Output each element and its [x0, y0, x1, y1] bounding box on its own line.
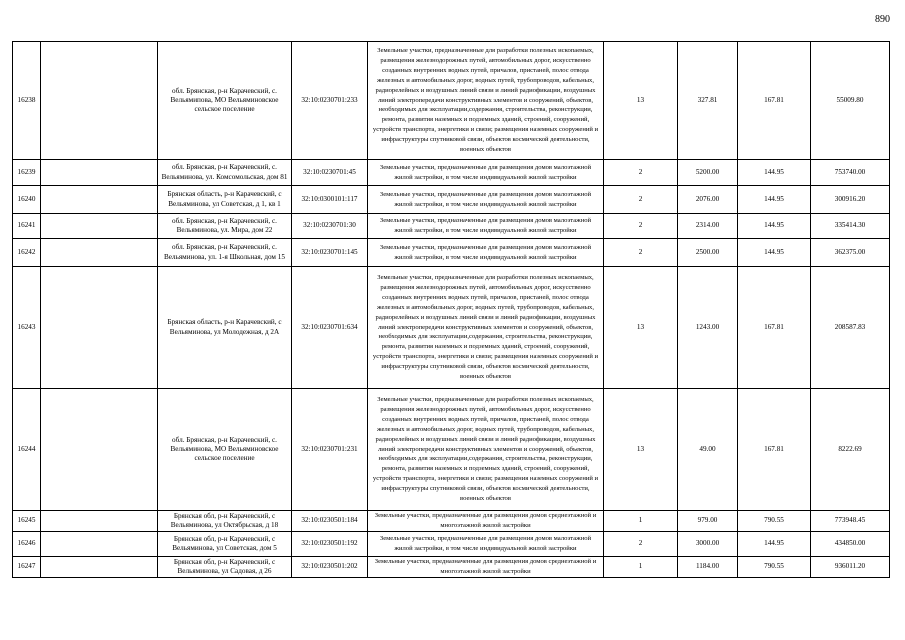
- row-number-cell: 16240: [13, 186, 41, 214]
- land-use-cell: Земельные участки, предназначенные для размещения домов малоэтажной жилой застройки, в том числе индивидуальной жилой застройки: [368, 531, 604, 556]
- group-number-cell: 2: [604, 239, 678, 267]
- group-number-cell: 2: [604, 186, 678, 214]
- specific-value-cell: 144.95: [738, 214, 811, 239]
- blank-cell: [41, 186, 158, 214]
- row-number-cell: 16238: [13, 42, 41, 160]
- cadastral-number-cell: 32:10:0230701:231: [292, 389, 368, 511]
- table-row: [13, 531, 890, 556]
- cadastral-value-table: [12, 41, 890, 578]
- blank-cell: [41, 42, 158, 160]
- specific-value-cell: 144.95: [738, 160, 811, 186]
- cadastral-value-cell: 434850.00: [811, 531, 890, 556]
- cadastral-number-cell: 32:10:0230701:45: [292, 160, 368, 186]
- address-cell: Брянская обл, р-н Карачевский, с Вельяминова, ул Советская, дом 5: [158, 531, 292, 556]
- area-cell: 3000.00: [678, 531, 738, 556]
- blank-cell: [41, 267, 158, 389]
- area-cell: 1243.00: [678, 267, 738, 389]
- group-number-cell: 13: [604, 267, 678, 389]
- table-row: [13, 214, 890, 239]
- address-cell: Брянская обл, р-н Карачевский, с Вельяминова, ул Октябрьская, д 18: [158, 511, 292, 532]
- row-number-cell: 16244: [13, 389, 41, 511]
- land-use-cell: Земельные участки, предназначенные для размещения домов малоэтажной жилой застройки, в том числе индивидуальной жилой застройки: [368, 186, 604, 214]
- cadastral-number-cell: 32:10:0230701:30: [292, 214, 368, 239]
- cadastral-number-cell: 32:10:0230501:192: [292, 531, 368, 556]
- land-use-cell: Земельные участки, предназначенные для размещения домов среднеэтажной и многоэтажной жилой застройки: [368, 511, 604, 532]
- row-number-cell: 16242: [13, 239, 41, 267]
- cadastral-value-cell: 300916.20: [811, 186, 890, 214]
- address-cell: обл. Брянская, р-н Карачевский, с. Вельяминова, ул. Комсомольская, дом 81: [158, 160, 292, 186]
- address-cell: Брянская область, р-н Карачевский, с Вельяминова, ул Советская, д 1, кв 1: [158, 186, 292, 214]
- specific-value-cell: 167.81: [738, 42, 811, 160]
- cadastral-value-cell: 335414.30: [811, 214, 890, 239]
- specific-value-cell: 144.95: [738, 239, 811, 267]
- blank-cell: [41, 531, 158, 556]
- row-number-cell: 16246: [13, 531, 41, 556]
- address-cell: обл. Брянская, р-н Карачевский, с. Вельяминова, МО Вельяминовское сельское поселение: [158, 389, 292, 511]
- area-cell: 49.00: [678, 389, 738, 511]
- specific-value-cell: 167.81: [738, 267, 811, 389]
- address-cell: обл. Брянская, р-н Карачевский, с. Вельяминова, ул. 1-я Школьная, дом 15: [158, 239, 292, 267]
- row-number-cell: 16245: [13, 511, 41, 532]
- land-use-cell: Земельные участки, предназначенные для разработки полезных ископаемых, размещения железнодорожных путей, автомобильных дорог, искусственно созданных внутренних водных путей, причалов, пристаней, полос отвода железных и автомобильных дорог, водных путей, трубопроводов, кабельных, радиорелейных и воздушных линий связи и линий радиофикации, воздушных линий электропередачи конструктивных элементов и сооружений, объектов, необходимых для эксплуатации,содержания, строительства, реконструкции, ремонта, развития наземных и подземных зданий, строений, сооружений, устройств транспорта, энергетики и связи; размещения наземных сооружений и инфраструктуры спутниковой связи, объектов космической деятельности, военных объектов: [368, 389, 604, 511]
- table-row: [13, 186, 890, 214]
- group-number-cell: 2: [604, 531, 678, 556]
- cadastral-number-cell: 32:10:0230701:145: [292, 239, 368, 267]
- blank-cell: [41, 556, 158, 577]
- table-body: [13, 42, 890, 578]
- address-cell: Брянская обл, р-н Карачевский, с Вельяминова, ул Садовая, д 26: [158, 556, 292, 577]
- row-number-cell: 16239: [13, 160, 41, 186]
- area-cell: 2500.00: [678, 239, 738, 267]
- table-row: [13, 511, 890, 532]
- land-use-cell: Земельные участки, предназначенные для разработки полезных ископаемых, размещения железнодорожных путей, автомобильных дорог, искусственно созданных внутренних водных путей, причалов, пристаней, полос отвода железных и автомобильных дорог, водных путей, трубопроводов, кабельных, радиорелейных и воздушных линий связи и линий радиофикации, воздушных линий электропередачи конструктивных элементов и сооружений, объектов, необходимых для эксплуатации,содержания, строительства, реконструкции, ремонта, развития наземных и подземных зданий, строений, сооружений, устройств транспорта, энергетики и связи; размещения наземных сооружений и инфраструктуры спутниковой связи, объектов космической деятельности, военных объектов: [368, 267, 604, 389]
- blank-cell: [41, 389, 158, 511]
- table-row: [13, 239, 890, 267]
- blank-cell: [41, 214, 158, 239]
- specific-value-cell: 167.81: [738, 389, 811, 511]
- cadastral-number-cell: 32:10:0230701:233: [292, 42, 368, 160]
- specific-value-cell: 144.95: [738, 186, 811, 214]
- cadastral-value-cell: 362375.00: [811, 239, 890, 267]
- page-number: 890: [875, 14, 890, 25]
- group-number-cell: 2: [604, 160, 678, 186]
- specific-value-cell: 790.55: [738, 511, 811, 532]
- specific-value-cell: 790.55: [738, 556, 811, 577]
- cadastral-number-cell: 32:10:0230501:184: [292, 511, 368, 532]
- blank-cell: [41, 511, 158, 532]
- address-cell: обл. Брянская, р-н Карачевский, с. Вельяминова, ул. Мира, дом 22: [158, 214, 292, 239]
- area-cell: 979.00: [678, 511, 738, 532]
- cadastral-number-cell: 32:10:0300101:117: [292, 186, 368, 214]
- group-number-cell: 13: [604, 42, 678, 160]
- address-cell: обл. Брянская, р-н Карачевский, с. Вельямипова, МО Вельяминовское сельское поселение: [158, 42, 292, 160]
- blank-cell: [41, 160, 158, 186]
- area-cell: 1184.00: [678, 556, 738, 577]
- land-use-cell: Земельные участки, предназначенные для разработки полезных ископаемых, размещения железнодорожных путей, автомобильных дорог, искусственно созданных внутренних водных путей, причалов, пристаней, полос отвода железных и автомобильных дорог, водных путей, трубопроводов, кабельных, радиорелейных и воздушных линий связи и линий радиофикации, воздушных линий электропередачи конструктивных элементов и сооружений, объектов, необходимых для эксплуатации,содержания, строительства, реконструкции, ремонта, развития наземных и подземных зданий, строений, сооружений, устройств транспорта, энергетики и связи; размещения наземных сооружений и инфраструктуры спутниковой связи, объектов космической деятельности, военных объектов: [368, 42, 604, 160]
- area-cell: 5200.00: [678, 160, 738, 186]
- group-number-cell: 13: [604, 389, 678, 511]
- table-row: [13, 389, 890, 511]
- table-row: [13, 160, 890, 186]
- land-use-cell: Земельные участки, предназначенные для размещения домов малоэтажной жилой застройки, в том числе индивидуальной жилой застройки: [368, 214, 604, 239]
- area-cell: 2314.00: [678, 214, 738, 239]
- cadastral-value-cell: 8222.69: [811, 389, 890, 511]
- group-number-cell: 1: [604, 556, 678, 577]
- table-row: [13, 556, 890, 577]
- group-number-cell: 1: [604, 511, 678, 532]
- row-number-cell: 16247: [13, 556, 41, 577]
- land-use-cell: Земельные участки, предназначенные для размещения домов малоэтажной жилой застройки, в том числе индивидуальной жилой застройки: [368, 239, 604, 267]
- address-cell: Брянская область, р-н Карачевский, с Вельяминова, ул Молодежная, д 2А: [158, 267, 292, 389]
- row-number-cell: 16241: [13, 214, 41, 239]
- land-use-cell: Земельные участки, предназначенные для размещения домов среднеэтажной и многоэтажной жилой застройки: [368, 556, 604, 577]
- cadastral-number-cell: 32:10:0230501:202: [292, 556, 368, 577]
- cadastral-number-cell: 32:10:0230701:634: [292, 267, 368, 389]
- group-number-cell: 2: [604, 214, 678, 239]
- cadastral-value-cell: 936011.20: [811, 556, 890, 577]
- table-row: [13, 267, 890, 389]
- table-row: [13, 42, 890, 160]
- cadastral-value-cell: 208587.83: [811, 267, 890, 389]
- row-number-cell: 16243: [13, 267, 41, 389]
- cadastral-value-cell: 55009.80: [811, 42, 890, 160]
- blank-cell: [41, 239, 158, 267]
- cadastral-value-cell: 753740.00: [811, 160, 890, 186]
- area-cell: 327.81: [678, 42, 738, 160]
- land-use-cell: Земельные участки, предназначенные для размещения домов малоэтажной жилой застройки, в том числе индивидуальной жилой застройки: [368, 160, 604, 186]
- specific-value-cell: 144.95: [738, 531, 811, 556]
- cadastral-value-cell: 773948.45: [811, 511, 890, 532]
- area-cell: 2076.00: [678, 186, 738, 214]
